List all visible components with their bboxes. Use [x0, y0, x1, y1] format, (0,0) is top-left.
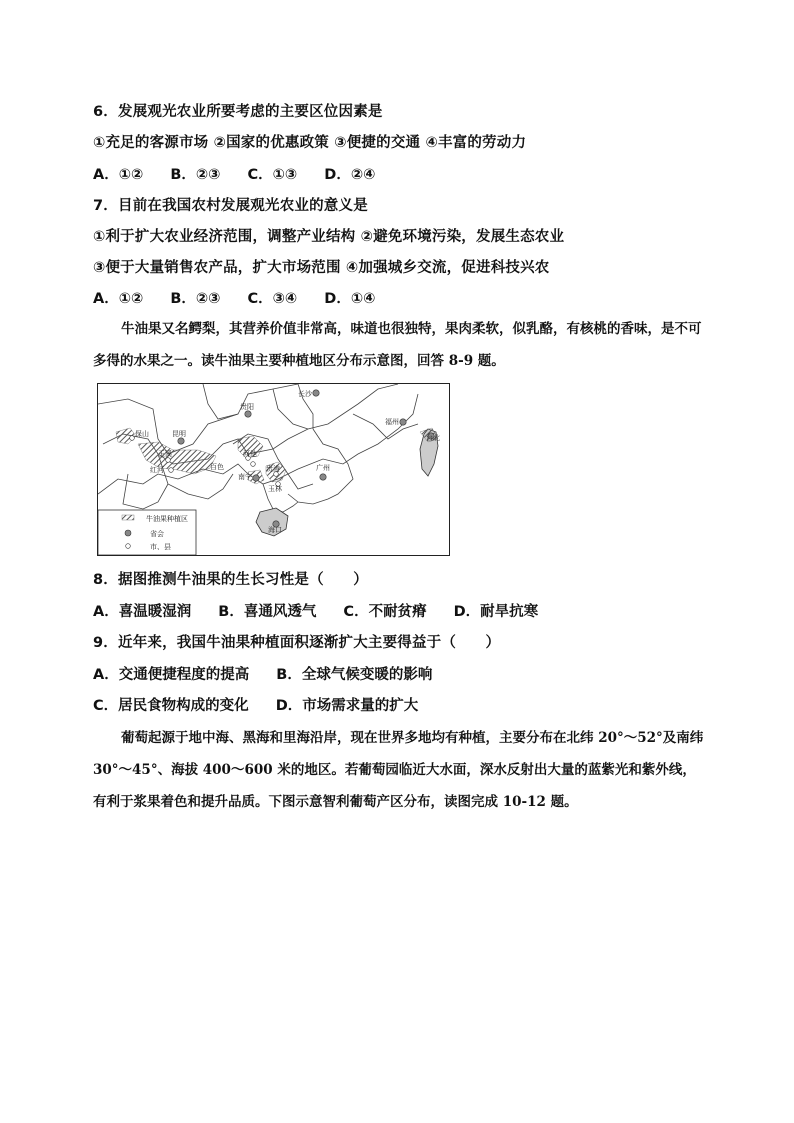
map-label-haikou: 海口 — [268, 526, 282, 534]
q8-option-b[interactable]: B．喜通风透气 — [218, 604, 317, 620]
map-label-guigang: 贵港 — [266, 465, 280, 473]
map-label-honghe: 红河 — [150, 466, 164, 474]
q6-stem: 6．发展观光农业所要考虑的主要区位因素是 — [93, 104, 383, 120]
legend-label-city: 市、县 — [150, 543, 171, 551]
legend-city-marker — [126, 544, 131, 549]
map-label-yulin: 玉林 — [268, 485, 282, 493]
q8-option-a[interactable]: A．喜温暖湿润 — [93, 604, 192, 620]
map-svg — [98, 384, 449, 555]
q8-option-d[interactable]: D．耐旱抗寒 — [453, 604, 539, 620]
map-label-kunming: 昆明 — [172, 430, 186, 438]
q7-stem: 7．目前在我国农村发展观光农业的意义是 — [93, 198, 368, 214]
q6-statements: ①充足的客源市场 ②国家的优惠政策 ③便捷的交通 ④丰富的劳动力 — [93, 135, 527, 151]
q7-statement-1: ①利于扩大农业经济范围，调整产业结构 ②避免环境污染，发展生态农业 — [93, 229, 565, 245]
map-label-hechi: 河池 — [243, 450, 257, 458]
q7-option-d[interactable]: D．①④ — [324, 291, 376, 307]
map-label-baoshan: 保山 — [135, 430, 149, 438]
map-label-yuxi: 玉溪 — [158, 450, 172, 458]
q7-option-a[interactable]: A．①② — [93, 291, 144, 307]
legend-label-capital: 省会 — [150, 530, 164, 538]
q9-stem: 9．近年来，我国牛油果种植面积逐渐扩大主要得益于（ ） — [93, 635, 501, 651]
q6-option-d[interactable]: D．②④ — [324, 167, 376, 183]
map-label-nanning: 南宁 — [238, 473, 252, 481]
map-label-guiyang: 贵阳 — [240, 403, 254, 411]
passage-avocado: 牛油果又名鳄梨，其营养价值非常高，味道也很独特，果肉柔软，似乳酪，有核桃的香味，是不可多得的水果之一。读牛油果主要种植地区分布示意图，回答 8-9 题。 — [93, 321, 702, 369]
legend-capital-marker — [125, 530, 131, 536]
q9-option-c[interactable]: C．居民食物构成的变化 — [93, 698, 249, 714]
legend-hatch-swatch — [122, 515, 134, 520]
map-label-guangzhou: 广州 — [316, 464, 330, 472]
legend-label-planting: 牛油果种植区 — [146, 515, 188, 523]
q7-option-c[interactable]: C．③④ — [247, 291, 298, 307]
q7-option-b[interactable]: B．②③ — [170, 291, 221, 307]
q9-option-b[interactable]: B．全球气候变暖的影响 — [276, 667, 433, 683]
map-label-taipei: 台北 — [426, 434, 440, 442]
q6-option-b[interactable]: B．②③ — [170, 167, 221, 183]
map-label-changsha: 长沙 — [298, 390, 312, 398]
q9-options-row2 — [93, 694, 440, 715]
q8-options — [93, 600, 560, 621]
map-label-baise: 百色 — [210, 463, 224, 471]
q6-option-a[interactable]: A．①② — [93, 167, 144, 183]
q6-options — [93, 163, 397, 184]
q8-stem: 8．据图推测牛油果的生长习性是（ ） — [93, 572, 368, 588]
map-label-fuzhou: 福州 — [385, 418, 399, 426]
q8-option-c[interactable]: C．不耐贫瘠 — [343, 604, 427, 620]
q9-option-d[interactable]: D．市场需求量的扩大 — [275, 698, 419, 714]
avocado-distribution-map — [97, 383, 450, 556]
q7-statement-2: ③便于大量销售农产品，扩大市场范围 ④加强城乡交流，促进科技兴农 — [93, 260, 550, 276]
map-legend — [98, 510, 196, 555]
q9-options-row1 — [93, 663, 454, 684]
q9-option-a[interactable]: A．交通便捷程度的提高 — [93, 667, 250, 683]
q7-options — [93, 287, 397, 308]
passage-grape: 葡萄起源于地中海、黑海和里海沿岸，现在世界多地均有种植，主要分布在北纬 20°～52°及南纬 30°～45°、海拔 400～600 米的地区。若葡萄园临近大水面，深水反射出大量的蓝紫光和紫外线，有利于浆果着色和提升品质。下图示意智利葡萄产区分布，读图完成 10-12 题。 — [93, 730, 704, 810]
q6-option-c[interactable]: C．①③ — [247, 167, 298, 183]
